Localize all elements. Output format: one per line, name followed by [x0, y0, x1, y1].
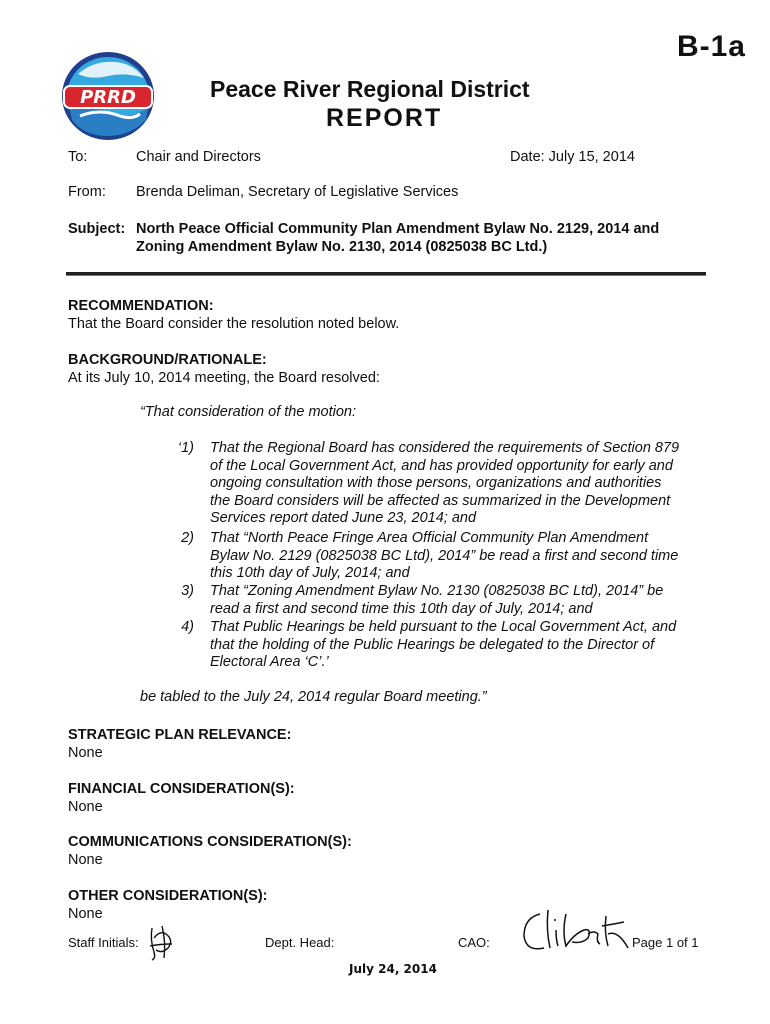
- communications-text: None: [68, 852, 103, 868]
- staff-initials-label: Staff Initials:: [68, 935, 139, 950]
- subject-line-1: North Peace Official Community Plan Amendment Bylaw No. 2129, 2014 and: [136, 221, 660, 237]
- list-item: That “Zoning Amendment Bylaw No. 2130 (0825038 BC Ltd), 2014” be read a first and second time this 10th day of July, 2014; and: [210, 583, 664, 617]
- to-value: Chair and Directors: [136, 149, 261, 165]
- recommendation-heading: RECOMMENDATION:: [68, 298, 214, 314]
- from-value: Brenda Deliman, Secretary of Legislative Services: [136, 184, 459, 200]
- dept-head-label: Dept. Head:: [265, 935, 335, 950]
- cao-label: CAO:: [458, 935, 490, 950]
- report-date: Date: July 15, 2014: [510, 149, 635, 165]
- meeting-date-footer: July 24, 2014: [349, 962, 437, 976]
- logo-text: PRRD: [80, 87, 136, 108]
- section-divider: [66, 272, 706, 276]
- from-label: From:: [68, 184, 106, 200]
- subject-line-2: Zoning Amendment Bylaw No. 2130, 2014 (0825038 BC Ltd.): [136, 239, 548, 255]
- staff-initials-signature: [146, 922, 180, 962]
- list-item: That Public Hearings be held pursuant to the Local Government Act, and that the holding of the Public Hearings be delegated to the Director of Electoral Area ‘C’.’: [210, 619, 677, 670]
- financial-heading: FINANCIAL CONSIDERATION(S):: [68, 781, 295, 797]
- to-label: To:: [68, 149, 88, 165]
- report-title: REPORT: [326, 104, 443, 132]
- communications-heading: COMMUNICATIONS CONSIDERATION(S):: [68, 834, 352, 850]
- organization-name: Peace River Regional District: [210, 76, 530, 102]
- background-heading: BACKGROUND/RATIONALE:: [68, 352, 267, 368]
- background-text: At its July 10, 2014 meeting, the Board resolved:: [68, 370, 380, 386]
- recommendation-text: That the Board consider the resolution noted below.: [68, 316, 400, 332]
- quote-intro: “That consideration of the motion:: [140, 404, 357, 420]
- cao-signature: [518, 904, 632, 962]
- item-number: 2): [181, 530, 194, 546]
- strategic-heading: STRATEGIC PLAN RELEVANCE:: [68, 727, 292, 743]
- item-number: 3): [181, 583, 194, 599]
- other-heading: OTHER CONSIDERATION(S):: [68, 888, 268, 904]
- subject-label: Subject:: [68, 221, 126, 237]
- financial-text: None: [68, 799, 103, 815]
- prrd-logo: [60, 50, 156, 142]
- list-item: That “North Peace Fringe Area Official Community Plan Amendment Bylaw No. 2129 (0825038 BC Ltd), 2014” be read a first and second time this 10th day of July, 2014; and: [210, 530, 679, 581]
- other-text: None: [68, 906, 103, 922]
- strategic-text: None: [68, 745, 103, 761]
- document-code: B-1a: [676, 30, 746, 63]
- quote-outro: be tabled to the July 24, 2014 regular Board meeting.”: [140, 689, 487, 705]
- page-number: Page 1 of 1: [632, 935, 699, 950]
- item-number: 4): [181, 619, 194, 635]
- list-item: That the Regional Board has considered the requirements of Section 879 of the Local Government Act, and has provided opportunity for early and ongoing consultation with those persons, organizations and authorities the Board considers will be affected as summarized in the Development Services report dated June 23, 2014; and: [210, 440, 680, 526]
- item-number: ‘1): [177, 440, 194, 456]
